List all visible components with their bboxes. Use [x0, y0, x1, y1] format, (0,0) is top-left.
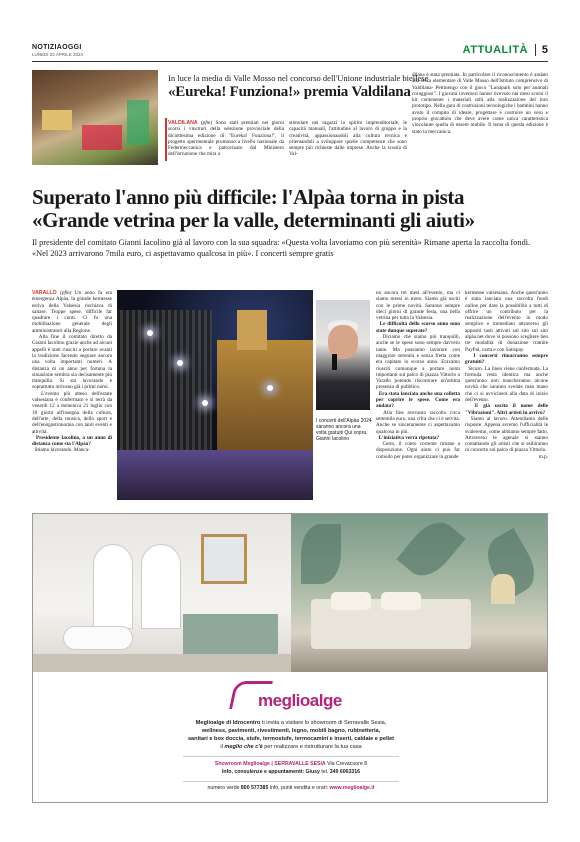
main-col2	[376, 290, 460, 460]
page-header	[32, 44, 548, 62]
top-article-kicker: In luce la media di Valle Mosso nel concorso dell'Unione industriale biellese	[168, 73, 429, 83]
section-title: ATTUALITÀ	[462, 44, 528, 56]
ad-slogan: il meglio che c'è per realizzare e ristrutturare la tua casa	[220, 744, 362, 750]
main-subhead: Il presidente del comitato Gianni Iacolino già al lavoro con la sua squadra: «Questa volta lavoriamo con più serenità» Rimane aperta la raccolta fondi. «Nel 2023 arrivarono 7mila euro, ci aspettavamo qualcosa in più». I concerti sempre gratis	[32, 238, 531, 258]
ad-bathroom-photo	[33, 514, 291, 672]
accent-bar	[165, 118, 167, 161]
ad-products-2: sanitari e box doccia, stufe, termostufe, termocamini e inserti, caldaie e pellet	[187, 736, 395, 742]
interview-question: I concerti rimarranno sempre gratuiti?	[465, 352, 548, 366]
ad-bedroom-photo	[291, 514, 548, 672]
body-text: Sono stati premiati nei giorni scorsi i vincitori della selezione provinciale della diciottesima edizione di "Eureka! Funziona!", il progetto sperimentale promosso a livello nazionale da Federmeccanica e patrocinato dal Ministero dell'istruzione che mira a	[168, 120, 285, 158]
photo-caption: I concerti dell'Alpàa 2024 saranno ancora una volta gratuiti Qui sopra, Gianni Iacolino	[316, 418, 372, 442]
body-text: Alla fine il comitato diretto da Gianni Iacolino grazie anche ad alcuni appelli è stati riusciti a portare avanti la tradizione facendo segnare ancora una volta importanti numeri. A distanza di un anno per fortuna la situazione sembra sia decisamente più tranquilla. Si sta lavorando e soprattutto arrivano già i primi nomi.	[32, 334, 113, 391]
interview-question: Era stata lanciata anche una colletta per coprire le spese. Come era andata?	[376, 390, 461, 410]
main-col1	[32, 290, 112, 454]
body-text: Certo, il conto corrente rimane a disposizione. Ogni aiuto ci può far comodo per poter organizzare la grande	[376, 441, 460, 460]
interview-question: E già uscito il nome delle "Vibrazioni". Altri artisti in arrivo?	[465, 403, 549, 416]
main-headline	[32, 186, 548, 232]
ad-website-link[interactable]: www.meglioalge.it	[329, 785, 375, 791]
location-label: VALDILANA	[168, 120, 198, 126]
ad-info: Info, consulenze e appuntamenti: Giusy tel. 349 6063316	[221, 769, 361, 775]
interview-question: Presidente Iacolino, a un anno di distanza come sta l'Alpàa?	[32, 434, 112, 448]
ad-contacts: numero verde 800 577385 info, punti vendita e orari: www.meglioalge.it	[207, 785, 375, 791]
newspaper-brand: NOTIZIAOGGI	[32, 44, 82, 51]
meglioalge-ad	[32, 513, 548, 803]
top-article-col3: dilana è stata premiata. In particolare il riconoscimento è andato alla terza elementare di Valle Mosso dell'Istituto comprensivo di Valdilana- Pettinengo con il gioco "Lunapark solo per animali coraggiosi". I giovani inventori hanno ricevuto nei mesi scorsi il kit contenente i materiali utili alla realizzazione del loro prototipo. Nella gara di costruzioni tecnologiche i bambini hanno avuto il compito di ideare, progettare e costruire un vero e proprio giocattolo che deve avere come unica caratteristica vincolante quella di essere mobile. Il tema di questa edizione è stato la meccanica.	[412, 72, 548, 135]
body-text: no ancora tre mesi all'evento, ma ci siamo messi in moto. Siamo già usciti con le prime novità. Saranno sempre dieci giorni di grande festa, una bella vetrina per tutta la Valsesia.	[376, 290, 460, 322]
iacolino-portrait	[316, 300, 370, 410]
location-label: VARALLO	[32, 290, 57, 296]
interview-question: L'iniziativa verrà ripetuta?	[378, 434, 440, 441]
byline: (pfm)	[200, 120, 213, 126]
body-text: Siamo al lavoro. Attendiamo delle risposte. Appena avremo l'ufficialità le svaleremo, come abbiamo sempre fatto. Attraverso le agenzie si stanno contattando gli artisti che si esibiranno in concerto sul palco di piazza Vittorio.	[465, 415, 548, 454]
ad-phone[interactable]: 349 6063316	[329, 769, 361, 775]
top-article-col1	[168, 120, 284, 158]
author-signature: m.p.	[538, 453, 548, 460]
headline-line-1: Superato l'anno più difficile: l'Alpàa torna in pista	[32, 185, 465, 209]
byline: (pfm)	[60, 290, 72, 296]
issue-date: LUNEDÌ 22 APRILE 2024	[32, 52, 84, 57]
body-text: Un anno fa era emergenza Alpàa, la grande kermesse estiva della Valsesia rischiava di saltare. Troppe spese, difficile far quadrare i conti. Ci fu una mobilitazione generale degli amministratori alla Regione.	[32, 290, 112, 334]
headline-line-2: «Grande vetrina per la valle, determinanti gli aiuti»	[32, 208, 475, 232]
logo-text: meglioalge	[258, 691, 342, 710]
ad-brand: Meglioalge di Idrocentro	[195, 720, 261, 726]
body-text: Sicuro. La linea viene confermata. La formula resta identica ma anche quest'anno non mancheranno alcune novità che saranno svelate man mano che ci si avvicinerà alla data di inizio dell'evento.	[465, 365, 548, 404]
interview-question: Le difficoltà dello scorso anno sono state dunque superate?	[376, 321, 461, 334]
ad-green-number[interactable]: 800 577385	[240, 785, 269, 791]
body-text: kermesse valsesiana. Anche quest'anno è stata lanciata una raccolta fondi online per dare la possibilità a tutti di offrire un contributo per la realizzazione dell'evento in modo semplice e immediato attraverso gli appositi tasti attivati sul sito sul sito alpàa.net dove si possono scegliere ben tre modalità di donazione tramite PayPal, carta e con Satispay.	[465, 290, 548, 353]
concert-photo	[117, 290, 313, 500]
body-text: L'evento più atteso dell'estate valsesiana è confermato e si terrà da venerdì 12 a domenica 21 luglio con 10 giorni all'insegna della cultura, dell'arte, della musica, dello sport e dell'enogastronomia con tanti eventi e attività.	[32, 390, 112, 435]
body-text: Alla fine avevamo raccolto circa settemila euro, una cifra che ci è servita. Anche se sinceramente ci aspettavamo qualcosa in più.	[376, 409, 460, 435]
ad-divider	[183, 781, 399, 782]
meglioalge-logo	[232, 679, 350, 711]
top-article-col2: stimolare nei ragazzi lo spirito imprenditoriale, le capacità manuali, l'attitudine al lavoro di gruppo e la creatività, appassionandoli alla cultura tecnica e orientandoli a sviluppare quelle competenze che sono sempre più richieste dalle imprese. Anche la scuola di Val-	[289, 120, 407, 158]
ad-showroom: Showroom Meglioalge | SERRAVALLE SESIA Via Crevacuore 8	[214, 761, 368, 767]
body-text: Stiamo lavorando. Manca-	[34, 447, 90, 454]
top-article-headline: «Eureka! Funziona!» premia Valdilana	[168, 84, 411, 100]
ad-products-1: wellness, pavimenti, rivestimenti, legno, mobili bagno, rubinetteria,	[201, 728, 381, 734]
page-number: 5	[535, 44, 548, 56]
main-col3	[465, 290, 548, 460]
ad-divider	[183, 756, 399, 757]
body-text: Diciamo che siamo più tranquilli, anche se le spese sono sempre davvero tante. Ma possiamo lavorare con maggiore serenità e senza fretta come era capitato lo scorso anno. Eravamo riusciti comunque a portare nomi importanti sul palco di piazza Vittorio a Varallo potendo riscontrare un'ottima presenza di pubblico.	[376, 334, 460, 391]
eureka-photo	[32, 70, 158, 165]
ad-intro: Meglioalge di Idrocentro ti invita a visitare lo showroom di Serravalle Sesia,	[195, 720, 387, 726]
